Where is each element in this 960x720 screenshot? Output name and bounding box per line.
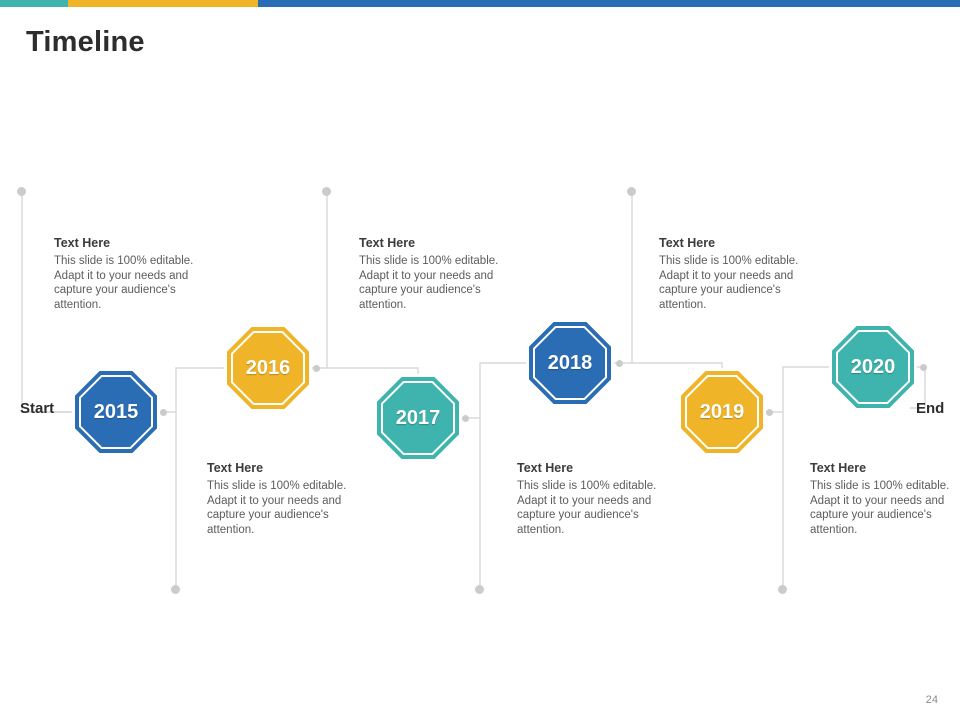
text-block-body: This slide is 100% editable. Adapt it to your needs and capture your audience's attention.	[54, 255, 194, 312]
page-title: Timeline	[26, 26, 145, 58]
text-block-2020	[810, 461, 960, 538]
node-dot-2017	[462, 415, 469, 422]
milestone-year-label: 2019	[699, 400, 745, 423]
text-block-body: This slide is 100% editable. Adapt it to your needs and capture your audience's attention.	[207, 480, 347, 537]
node-dot-2020	[920, 364, 927, 371]
milestone-year-label: 2018	[547, 351, 593, 374]
milestone-node-2015[interactable]	[72, 368, 160, 456]
text-block-heading: Text Here	[517, 461, 574, 475]
text-block-2018	[517, 461, 672, 538]
line-endpoint-dot	[322, 187, 331, 196]
text-block-body: This slide is 100% editable. Adapt it to your needs and capture your audience's attention.	[517, 480, 657, 537]
node-dot-2015	[160, 409, 167, 416]
text-block-2015	[54, 236, 209, 313]
milestone-year-label: 2020	[850, 355, 896, 378]
text-block-heading: Text Here	[54, 236, 111, 250]
page-number: 24	[925, 694, 938, 706]
milestone-node-2020[interactable]	[829, 323, 917, 411]
line-endpoint-dot	[475, 585, 484, 594]
milestone-node-2018[interactable]	[526, 319, 614, 407]
milestone-year-label: 2016	[245, 356, 291, 379]
end-label: End	[916, 400, 945, 417]
line-endpoint-dot	[17, 187, 26, 196]
text-block-heading: Text Here	[359, 236, 416, 250]
text-block-2019	[659, 236, 814, 313]
text-block-body: This slide is 100% editable. Adapt it to your needs and capture your audience's attention.	[810, 480, 950, 537]
text-block-2016	[207, 461, 362, 538]
text-block-2017	[359, 236, 514, 313]
text-block-body: This slide is 100% editable. Adapt it to your needs and capture your audience's attention.	[359, 255, 499, 312]
milestone-year-label: 2017	[395, 406, 441, 429]
node-dot-2019	[766, 409, 773, 416]
text-block-heading: Text Here	[810, 461, 867, 475]
text-block-body: This slide is 100% editable. Adapt it to your needs and capture your audience's attention.	[659, 255, 799, 312]
node-dot-2016	[313, 365, 320, 372]
milestone-node-2016[interactable]	[224, 324, 312, 412]
line-endpoint-dot	[627, 187, 636, 196]
milestone-node-2017[interactable]	[374, 374, 462, 462]
milestone-year-label: 2015	[93, 400, 139, 423]
start-label: Start	[20, 400, 55, 417]
line-endpoint-dot	[778, 585, 787, 594]
node-dot-2018	[616, 360, 623, 367]
text-block-heading: Text Here	[207, 461, 264, 475]
line-endpoint-dot	[171, 585, 180, 594]
text-block-heading: Text Here	[659, 236, 716, 250]
milestone-node-2019[interactable]	[678, 368, 766, 456]
